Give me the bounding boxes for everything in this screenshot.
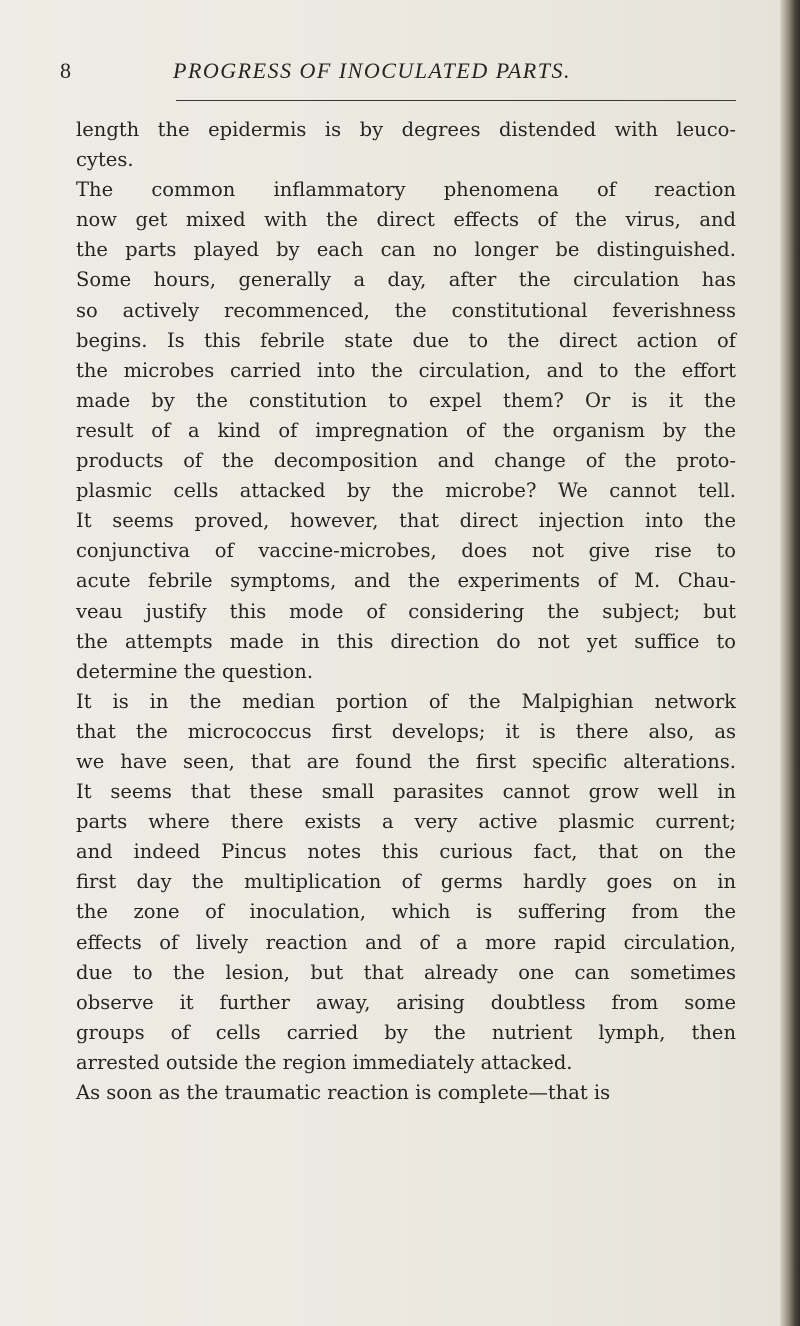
running-title: PROGRESS OF INOCULATED PARTS. (173, 58, 571, 83)
text-line: cytes. (76, 148, 134, 172)
text-line: made by the constitution to expel them? Or is it the (76, 388, 736, 412)
text-line: conjunctiva of vaccine-microbes, does not give rise to (76, 539, 736, 563)
text-line: It seems proved, however, that direct injection into the (76, 509, 736, 533)
page-number: 8 (60, 58, 71, 83)
page-header (60, 58, 740, 94)
binding-edge (780, 0, 800, 1326)
body-text (76, 115, 736, 1108)
text-line: arrested outside the region immediately attacked. (76, 1050, 573, 1074)
text-line: begins. Is this febrile state due to the direct action of (76, 328, 736, 352)
text-line: It seems that these small parasites cannot grow well in (76, 780, 736, 804)
text-line: we have seen, that are found the first specific alterations. (76, 749, 736, 773)
text-line: due to the lesion, but that already one can sometimes (76, 960, 736, 984)
text-line: and indeed Pincus notes this curious fact, that on the (76, 840, 736, 864)
text-line: veau justify this mode of considering the subject; but (76, 599, 736, 623)
text-line: Some hours, generally a day, after the circulation has (76, 268, 736, 292)
text-line: As soon as the traumatic reaction is complete—that is (76, 1081, 611, 1104)
text-line: result of a kind of impregnation of the organism by the (76, 418, 736, 442)
text-line: the microbes carried into the circulation, and to the effort (76, 358, 736, 382)
text-line: observe it further away, arising doubtless from some (76, 990, 736, 1014)
text-line: acute febrile symptoms, and the experiments of M. Chau- (76, 569, 736, 593)
text-line: The common inflammatory phenomena of reaction (76, 178, 736, 202)
text-line: that the micrococcus first develops; it is there also, as (76, 719, 736, 743)
header-rule (176, 100, 736, 101)
text-line: plasmic cells attacked by the microbe? We cannot tell. (76, 479, 736, 503)
text-line: now get mixed with the direct effects of the virus, and (76, 208, 736, 232)
text-line: parts where there exists a very active plasmic current; (76, 810, 736, 834)
text-line: determine the question. (76, 659, 314, 683)
text-line: It is in the median portion of the Malpighian network (76, 689, 736, 713)
text-line: so actively recommenced, the constitutional feverishness (76, 298, 736, 322)
text-line: length the epidermis is by degrees distended with leuco- (76, 118, 736, 141)
text-line: the parts played by each can no longer be distinguished. (76, 238, 736, 262)
text-line: first day the multiplication of germs hardly goes on in (76, 870, 736, 894)
text-line: effects of lively reaction and of a more rapid circulation, (76, 930, 736, 954)
text-line: groups of cells carried by the nutrient lymph, then (76, 1020, 736, 1044)
text-line: the attempts made in this direction do not yet suffice to (76, 629, 736, 653)
text-line: products of the decomposition and change of the proto- (76, 449, 736, 473)
text-line: the zone of inoculation, which is suffering from the (76, 900, 736, 924)
